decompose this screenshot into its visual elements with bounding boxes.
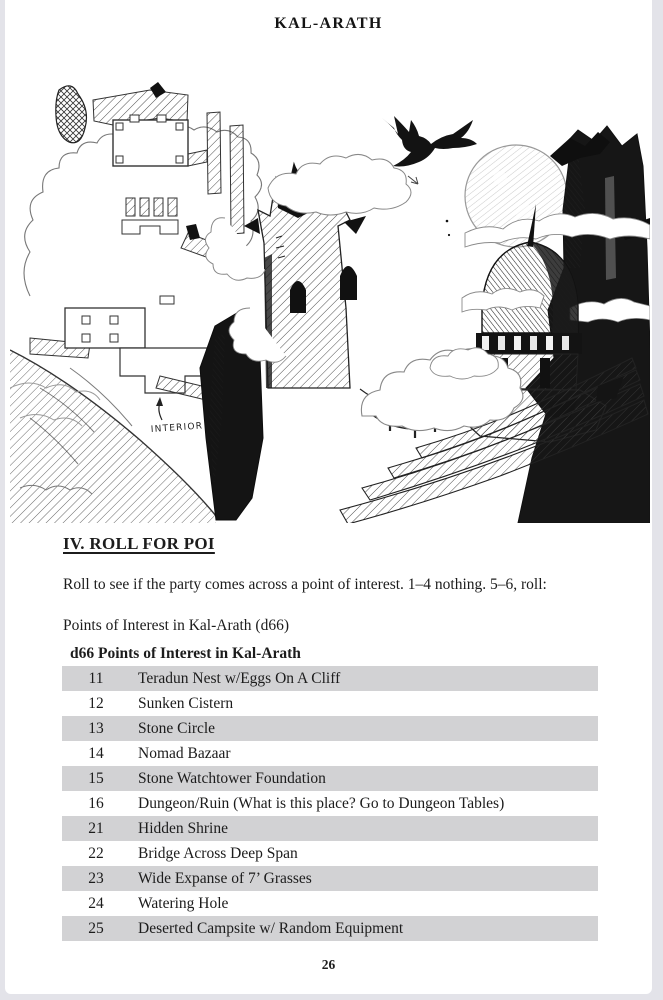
table-row bbox=[62, 766, 598, 791]
intro-text: Roll to see if the party comes across a point of interest. 1–4 nothing. 5–6, roll: bbox=[63, 576, 547, 593]
table-row bbox=[62, 691, 598, 716]
result-cell: Deserted Campsite w/ Random Equipment bbox=[138, 920, 404, 937]
table-row bbox=[62, 791, 598, 816]
interior-arrow bbox=[156, 397, 163, 420]
table-row bbox=[62, 841, 598, 866]
illustration bbox=[10, 58, 650, 523]
poi-table bbox=[62, 641, 598, 941]
table-row bbox=[62, 741, 598, 766]
roll-cell: 11 bbox=[88, 670, 104, 687]
table-row bbox=[62, 666, 598, 691]
roll-cell: 21 bbox=[88, 820, 104, 837]
roll-cell: 22 bbox=[88, 845, 104, 862]
table-row bbox=[62, 716, 598, 741]
result-cell: Dungeon/Ruin (What is this place? Go to Dungeon Tables) bbox=[138, 795, 505, 812]
interior-label: INTERIOR bbox=[150, 421, 204, 435]
result-cell: Hidden Shrine bbox=[138, 820, 228, 837]
roll-cell: 16 bbox=[88, 795, 104, 812]
roll-cell: 25 bbox=[88, 920, 104, 937]
result-cell: Stone Circle bbox=[138, 720, 216, 737]
section-heading: IV. ROLL FOR POI bbox=[63, 534, 215, 553]
poi-table-body bbox=[62, 666, 598, 941]
table-row bbox=[62, 816, 598, 841]
roll-cell: 14 bbox=[88, 745, 104, 762]
roll-cell: 23 bbox=[88, 870, 104, 887]
roll-cell: 15 bbox=[88, 770, 104, 787]
page-number: 26 bbox=[321, 957, 336, 972]
roll-cell: 13 bbox=[88, 720, 104, 737]
poi-table-header: d66 Points of Interest in Kal-Arath bbox=[70, 645, 301, 662]
result-cell: Bridge Across Deep Span bbox=[138, 845, 298, 862]
table-row bbox=[62, 891, 598, 916]
result-cell: Wide Expanse of 7’ Grasses bbox=[138, 870, 312, 887]
roll-cell: 24 bbox=[88, 895, 104, 912]
running-head: KAL-ARATH bbox=[274, 15, 383, 32]
roll-cell: 12 bbox=[88, 695, 104, 712]
illustration-canvas bbox=[10, 58, 650, 523]
result-cell: Watering Hole bbox=[138, 895, 229, 912]
table-caption: Points of Interest in Kal-Arath (d66) bbox=[63, 617, 289, 634]
table-row bbox=[62, 916, 598, 941]
result-cell: Sunken Cistern bbox=[138, 695, 234, 712]
table-row bbox=[62, 866, 598, 891]
book-page bbox=[5, 0, 652, 994]
result-cell: Stone Watchtower Foundation bbox=[138, 770, 326, 787]
result-cell: Nomad Bazaar bbox=[138, 745, 231, 762]
result-cell: Teradun Nest w/Eggs On A Cliff bbox=[138, 670, 341, 687]
